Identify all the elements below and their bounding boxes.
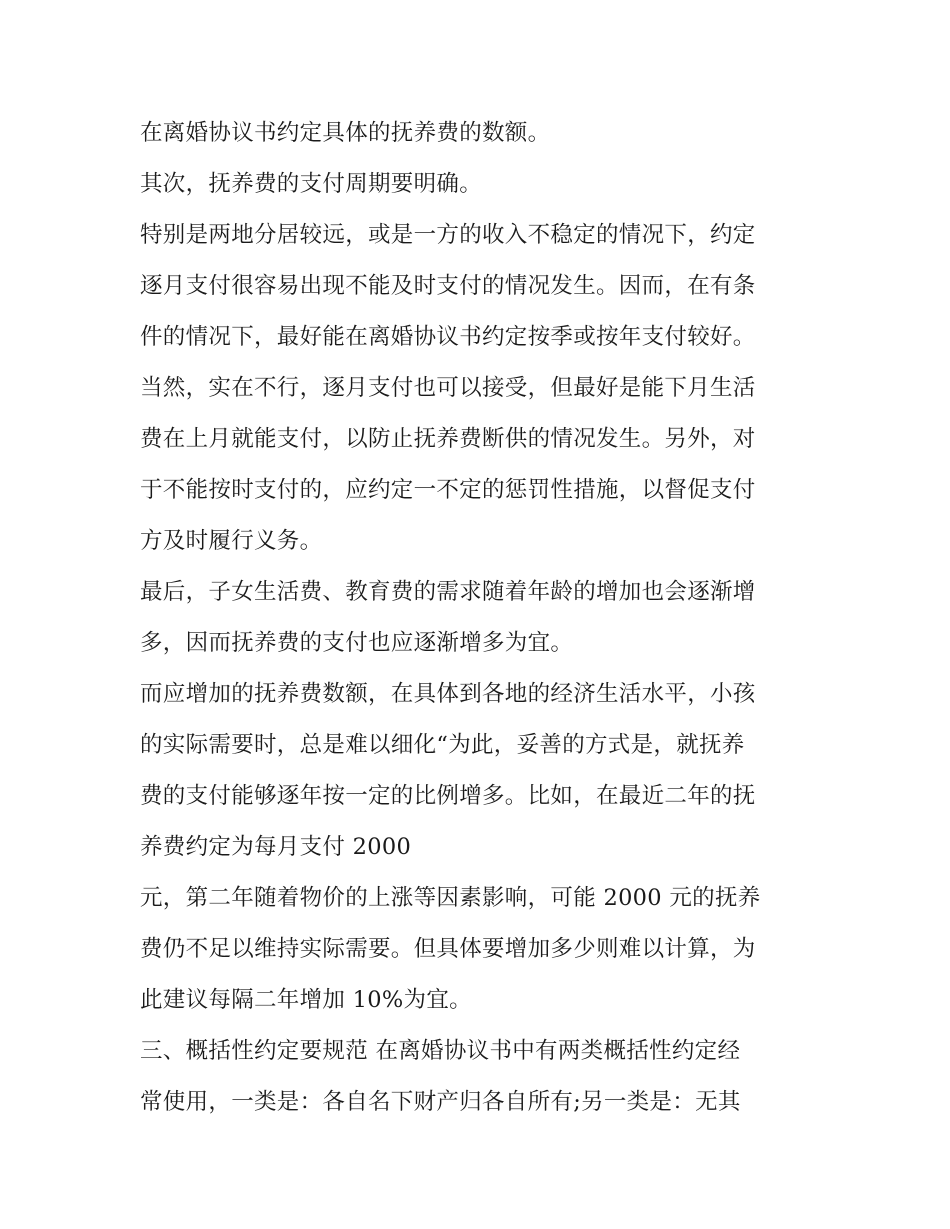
text-line-13: 的实际需要时，总是难以细化“为此，妥善的方式是，就抚养 [140,732,745,758]
text-line-18: 此建议每隔二年增加 10%为宜。 [140,987,472,1013]
text-line-20: 常使用，一类是：各自名下财产归各自所有;另一类是：无其 [140,1089,741,1115]
document-body [140,108,820,1128]
text-line-6: 当然，实在不行，逐月支付也可以接受，但最好是能下月生活 [140,375,756,401]
text-line-19: 三、概括性约定要规范 在离婚协议书中有两类概括性约定经 [140,1038,741,1064]
text-line-9: 方及时履行义务。 [140,528,323,554]
text-line-11: 多，因而抚养费的支付也应逐渐增多为宜。 [140,630,574,656]
text-line-17: 费仍不足以维持实际需要。但具体要增加多少则难以计算，为 [140,936,756,962]
text-line-16: 元，第二年随着物价的上涨等因素影响，可能 2000 元的抚养 [140,885,761,911]
text-line-4: 逐月支付很容易出现不能及时支付的情况发生。因而，在有条 [140,273,756,299]
text-line-14: 费的支付能够逐年按一定的比例增多。比如，在最近二年的抚 [140,783,756,809]
text-line-8: 于不能按时支付的，应约定一不定的惩罚性措施，以督促支付 [140,477,756,503]
text-line-3: 特别是两地分居较远，或是一方的收入不稳定的情况下，约定 [140,222,756,248]
text-line-2: 其次，抚养费的支付周期要明确。 [140,171,483,197]
text-line-7: 费在上月就能支付，以防止抚养费断供的情况发生。另外，对 [140,426,756,452]
text-line-10: 最后，子女生活费、教育费的需求随着年龄的增加也会逐渐增 [140,579,756,605]
text-line-5: 件的情况下，最好能在离婚协议书约定按季或按年支付较好。 [140,324,756,350]
text-line-12: 而应增加的抚养费数额，在具体到各地的经济生活水平，小孩 [140,681,756,707]
text-line-1: 在离婚协议书约定具体的抚养费的数额。 [140,120,551,146]
text-line-15: 养费约定为每月支付 2000 [140,834,412,860]
